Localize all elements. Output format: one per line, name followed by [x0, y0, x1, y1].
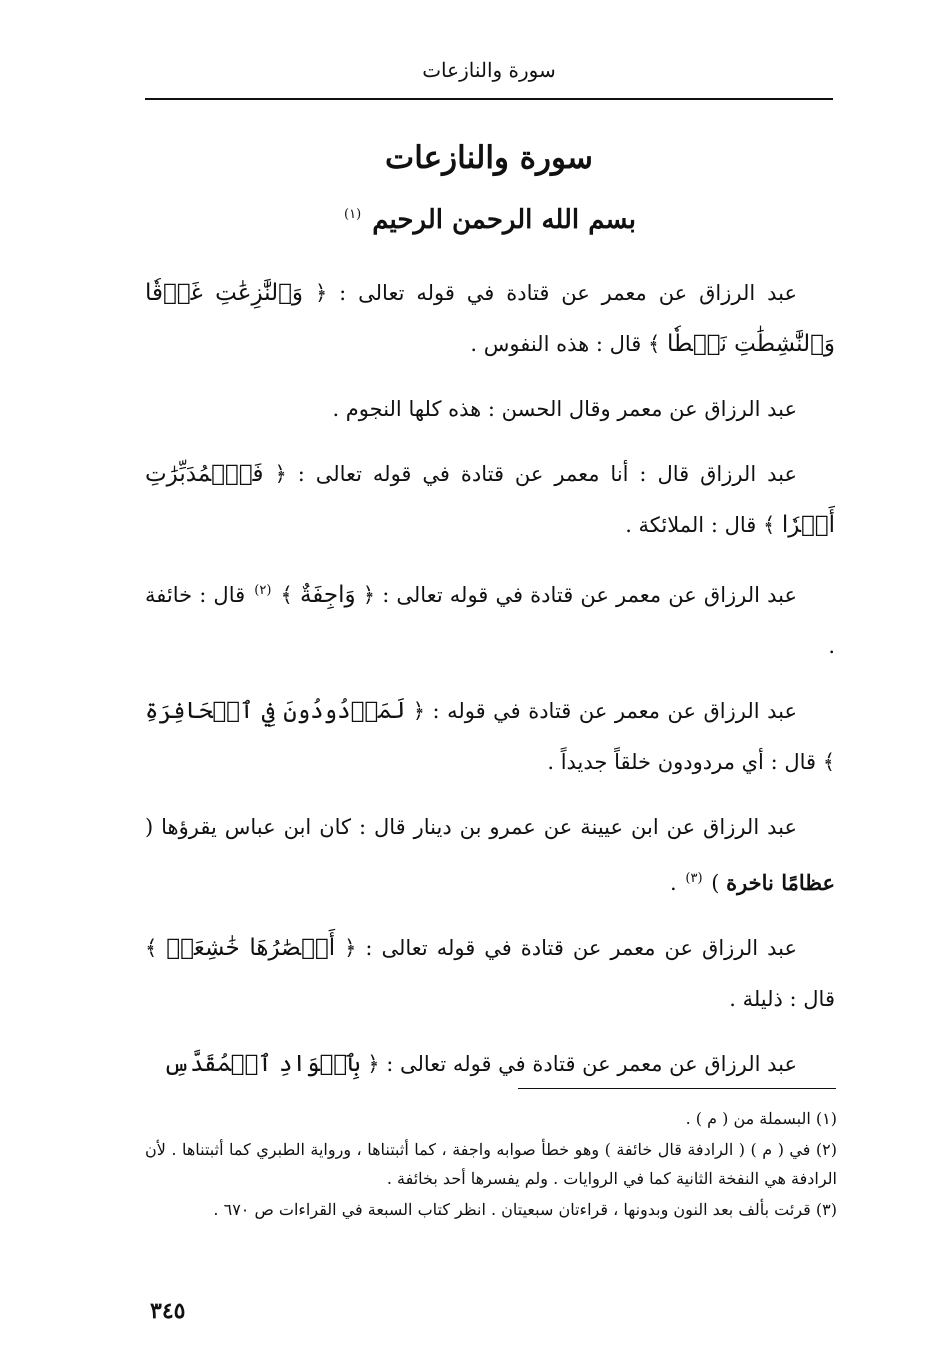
narration-text: ﴾ قال : هذه النفوس .	[470, 332, 667, 356]
footnote-ref-1: (١)	[344, 207, 362, 223]
paragraph-1	[145, 268, 835, 370]
quran-quote: لَمَرۡدُودُونَ فِي ٱلۡحَافِرَةِ	[145, 698, 406, 724]
narration-text: قال : خائفة .	[145, 583, 835, 658]
paragraph-6	[145, 802, 835, 909]
paragraph-7	[145, 923, 835, 1025]
reading-variant: عظامًا ناخرة	[726, 870, 835, 895]
quran-quote: أَبۡصَٰرُهَا خَٰشِعَةٞ	[166, 935, 336, 961]
quran-quote: وَٱلنَّٰزِعَٰتِ غَرۡقٗا وَٱلنَّٰشِطَٰتِ نَشۡطٗا	[145, 280, 835, 357]
narration-text: عبد الرزاق عن معمر عن قتادة في قوله تعالى : ﴿	[335, 936, 797, 960]
footnote-ref-2: (٢)	[254, 583, 272, 598]
basmala	[145, 205, 833, 235]
paragraph-3	[145, 449, 835, 551]
narration-text: عبد الرزاق عن معمر وقال الحسن : هذه كلها النجوم .	[332, 397, 797, 421]
narration-text: عبد الرزاق عن معمر عن قتادة في قوله تعالى : ﴿	[360, 1052, 797, 1076]
body-text	[145, 268, 835, 1104]
footnote-ref-3: (٣)	[685, 871, 703, 886]
narration-text: عبد الرزاق عن معمر عن قتادة في قوله تعالى : ﴿	[303, 281, 797, 305]
basmala-text: بسم الله الرحمن الرحيم	[372, 205, 636, 235]
narration-text: عبد الرزاق عن معمر عن قتادة في قوله : ﴿	[405, 699, 797, 723]
header-rule	[145, 98, 833, 100]
narration-text: ﴾	[273, 583, 300, 607]
narration-text: ﴾ قال : أي مردودون خلقاً جديداً .	[547, 750, 835, 774]
surah-title: سورة والنازعات	[385, 140, 593, 176]
footnote-2: (٢) في ( م ) ( الرادفة قال خائفة ) وهو خطأ صوابه واجفة ، كما أثبتناها ، ورواية الطبري كما أثبتناها . لأن الرادفة هي النفخة الثانية كما في الروايات . ولم يفسرها أحد بخائفة .	[145, 1140, 837, 1188]
quran-quote: بِٱلۡوَادِ ٱلۡمُقَدَّسِ	[163, 1051, 361, 1077]
footnotes	[145, 1104, 837, 1226]
footnote-3: (٣) قرئت بألف بعد النون وبدونها ، قراءتان سبعيتان . انظر كتاب السبعة في القراءات ص ٦٧٠ .	[213, 1200, 837, 1219]
narration-text: عبد الرزاق قال : أنا معمر عن قتادة في قوله تعالى : ﴿	[263, 462, 797, 486]
narration-text: عبد الرزاق عن ابن عيينة عن عمرو بن دينار قال : كان ابن عباس يقرؤها (	[145, 815, 797, 839]
narration-text: .	[670, 871, 684, 895]
narration-text: ﴾ قال : الملائكة .	[625, 513, 782, 537]
page-number: ٣٤٥	[150, 1298, 186, 1324]
paragraph-8	[145, 1039, 835, 1090]
paragraph-5	[145, 686, 835, 788]
narration-text: ﴾ قال : ذليلة .	[145, 936, 835, 1011]
quran-quote: وَاجِفَةٌ	[299, 582, 356, 608]
narration-text: عبد الرزاق عن معمر عن قتادة في قوله تعالى : ﴿	[355, 583, 797, 607]
quran-quote: فَٱلۡمُدَبِّرَٰتِ أَمۡرٗا	[145, 461, 835, 538]
narration-text: )	[704, 871, 727, 895]
paragraph-4	[145, 565, 835, 672]
paragraph-2	[145, 384, 835, 435]
running-header: سورة والنازعات	[422, 58, 556, 82]
footnote-rule	[518, 1088, 836, 1089]
footnote-1: (١) البسملة من ( م ) .	[685, 1109, 837, 1128]
